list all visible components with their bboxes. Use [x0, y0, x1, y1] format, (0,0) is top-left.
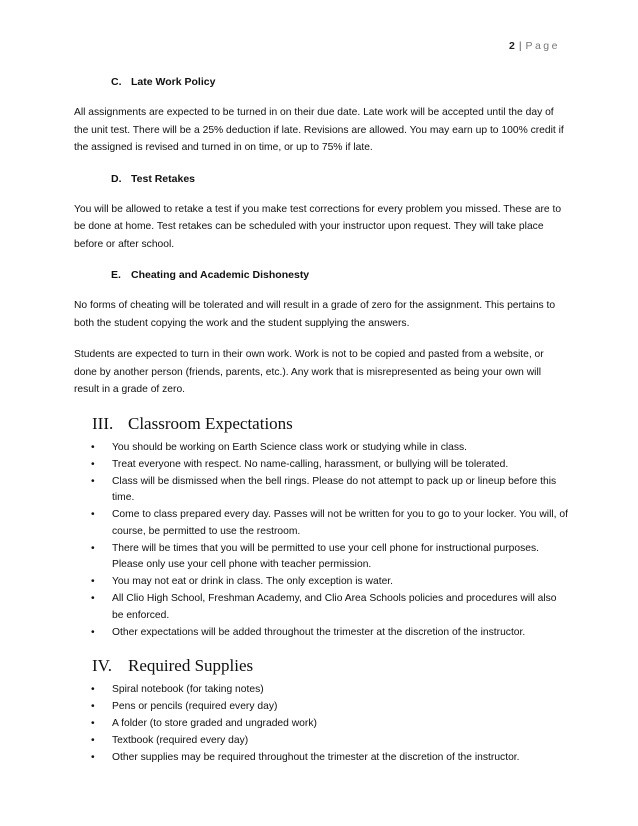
cheating-paragraph-2: Students are expected to turn in their own work. Work is not to be copied and pasted from a website, or done by another person (friends, parents, etc.). Any work that is misrepresented as being your own will result in a grade of zero.	[74, 349, 544, 395]
bullet-icon: •	[91, 718, 95, 729]
test-retakes-letter: D.	[111, 172, 122, 185]
list-item	[74, 682, 568, 699]
required-supplies-heading	[92, 655, 568, 677]
list-item	[74, 574, 568, 591]
list-item	[74, 716, 568, 733]
classroom-expectations-heading	[92, 413, 568, 435]
list-item-text: There will be times that you will be permitted to use your cell phone for instructional purposes. Please only use your cell phone with teacher permission.	[112, 542, 539, 570]
list-item-text: Textbook (required every day)	[112, 735, 249, 746]
list-item-text: Pens or pencils (required every day)	[112, 701, 278, 712]
list-item-text: Other expectations will be added throughout the trimester at the discretion of the instructor.	[112, 626, 526, 638]
list-item-text: Other supplies may be required throughout the trimester at the discretion of the instructor.	[112, 752, 520, 763]
list-item	[74, 507, 568, 540]
page-header	[509, 40, 560, 52]
bullet-icon: •	[91, 509, 95, 520]
bullet-icon: •	[91, 735, 95, 746]
list-item	[74, 457, 568, 474]
header-separator: |	[518, 40, 523, 52]
page-content	[74, 74, 568, 781]
required-supplies-numeral: IV.	[92, 656, 112, 675]
bullet-icon: •	[91, 593, 95, 604]
late-work-paragraph: All assignments are expected to be turned in on their due date. Late work will be accepted until the day of the unit test. There will be a 25% deduction if late. Revisions are allowed. You may earn up to 100% credit if the assigned is revised and turned in on time, or up to 75% if late.	[74, 107, 564, 153]
list-item-text: You should be working on Earth Science class work or studying while in class.	[112, 441, 468, 453]
cheating-paragraph-1: No forms of cheating will be tolerated and will result in a grade of zero for the assignment. This pertains to both the student copying the work and the student supplying the answers.	[74, 300, 556, 329]
classroom-expectations-list	[74, 440, 568, 642]
classroom-expectations-title: Classroom Expectations	[128, 413, 293, 433]
bullet-icon: •	[91, 576, 95, 587]
cheating-title: Cheating and Academic Dishonesty	[131, 269, 310, 281]
bullet-icon: •	[91, 752, 95, 763]
late-work-heading	[111, 74, 568, 90]
cheating-heading	[111, 267, 568, 283]
list-item	[74, 440, 568, 457]
bullet-icon: •	[91, 475, 95, 487]
list-item	[74, 541, 568, 574]
bullet-icon: •	[91, 684, 95, 695]
list-item	[74, 733, 568, 750]
bullet-icon: •	[91, 542, 95, 554]
list-item	[74, 591, 568, 624]
cheating-letter: E.	[111, 269, 121, 281]
list-item-text: Class will be dismissed when the bell rings. Please do not attempt to pack up or lineup before this time.	[112, 475, 557, 503]
required-supplies-list	[74, 682, 568, 767]
test-retakes-heading	[111, 171, 568, 187]
list-item-text: Spiral notebook (for taking notes)	[112, 684, 264, 695]
list-item-text: Come to class prepared every day. Passes will not be written for you to go to your locker. You will, of course, be permitted to use the restroom.	[112, 509, 568, 537]
list-item-text: All Clio High School, Freshman Academy, and Clio Area Schools policies and procedures will also be enforced.	[112, 593, 557, 621]
bullet-icon: •	[91, 458, 95, 470]
classroom-expectations-numeral: III.	[92, 413, 114, 433]
list-item	[74, 625, 568, 642]
list-item	[74, 699, 568, 716]
list-item-text: You may not eat or drink in class. The only exception is water.	[112, 576, 394, 587]
list-item-text: Treat everyone with respect. No name-calling, harassment, or bullying will be tolerated.	[112, 458, 509, 470]
test-retakes-paragraph: You will be allowed to retake a test if you make test corrections for every problem you missed. These are to be done at home. Test retakes can be scheduled with your instructor upon request. They will take place before or after school.	[74, 203, 562, 250]
list-item	[74, 750, 568, 767]
bullet-icon: •	[91, 441, 95, 453]
page-number: 2	[509, 40, 516, 52]
required-supplies-title: Required Supplies	[128, 656, 254, 675]
late-work-title: Late Work Policy	[131, 76, 216, 88]
late-work-letter: C.	[111, 76, 122, 88]
test-retakes-title: Test Retakes	[131, 172, 196, 185]
bullet-icon: •	[91, 701, 95, 712]
page-label: Page	[525, 40, 560, 52]
bullet-icon: •	[91, 626, 95, 638]
list-item-text: A folder (to store graded and ungraded work)	[112, 718, 317, 729]
list-item	[74, 474, 568, 507]
